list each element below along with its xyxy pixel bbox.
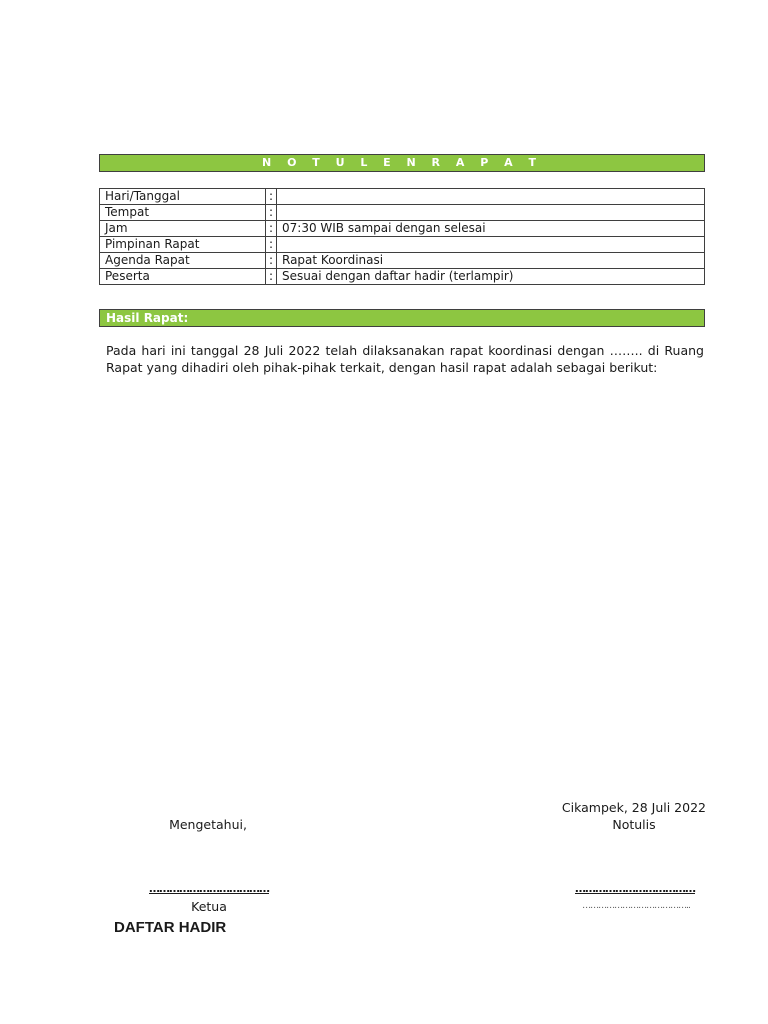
row-label: Hari/Tanggal [100,189,266,205]
row-label: Jam [100,221,266,237]
row-label: Pimpinan Rapat [100,237,266,253]
meeting-info-table [99,188,705,285]
table-row [100,189,705,205]
table-row [100,237,705,253]
hasil-rapat-heading: Hasil Rapat: [106,311,189,325]
row-colon: : [266,253,277,269]
row-value [277,237,705,253]
row-label: Tempat [100,205,266,221]
mengetahui-label: Mengetahui, [169,817,247,832]
table-row [100,205,705,221]
notulis-signature-line: ……………………………… [575,882,695,895]
hasil-rapat-body: Pada hari ini tanggal 28 Juli 2022 telah dilaksanakan rapat koordinasi dengan …….. di Ruang Rapat yang dihadiri oleh pihak-pihak terkait, dengan hasil rapat adalah sebagai berikut: [106,343,704,375]
row-value [277,205,705,221]
place-date: Cikampek, 28 Juli 2022 [561,800,706,815]
ketua-label: Ketua [191,899,227,914]
row-colon: : [266,221,277,237]
row-value: Sesuai dengan daftar hadir (terlampir) [277,269,705,285]
row-colon: : [266,205,277,221]
document-title: N O T U L E N R A P A T [262,156,542,169]
notulis-name-line: ………………………………….. [582,901,690,911]
ketua-signature-line: ……………………………… [149,882,269,895]
daftar-hadir-heading: DAFTAR HADIR [114,919,227,936]
row-value: 07:30 WIB sampai dengan selesai [277,221,705,237]
row-label: Peserta [100,269,266,285]
row-colon: : [266,189,277,205]
row-label: Agenda Rapat [100,253,266,269]
hasil-rapat-bar [99,309,705,327]
row-colon: : [266,269,277,285]
row-value: Rapat Koordinasi [277,253,705,269]
row-colon: : [266,237,277,253]
row-value [277,189,705,205]
table-row [100,269,705,285]
document-title-bar [99,154,705,172]
table-row [100,253,705,269]
notulis-label: Notulis [612,817,656,832]
table-row [100,221,705,237]
